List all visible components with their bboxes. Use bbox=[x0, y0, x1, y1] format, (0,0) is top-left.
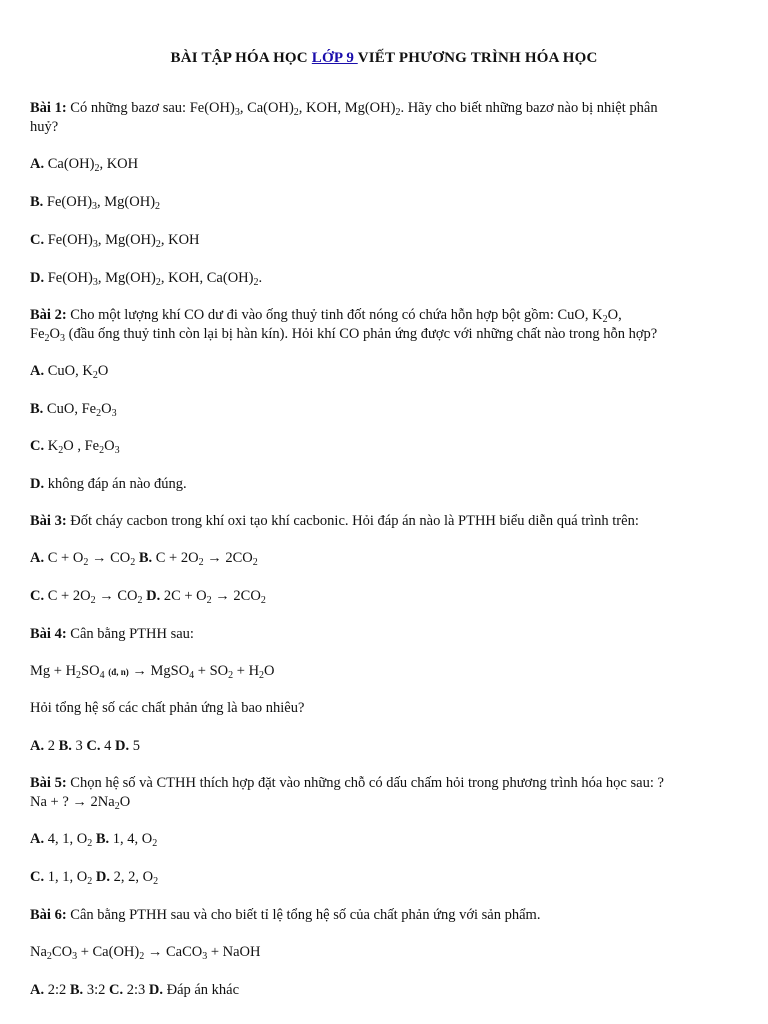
q4-options: A. 2 B. 3 C. 4 D. 5 bbox=[30, 738, 140, 754]
q6-options: A. 2:2 B. 3:2 C. 2:3 D. Đáp án khác bbox=[30, 982, 240, 998]
title-text: BÀI TẬP HÓA HỌC bbox=[170, 50, 312, 66]
question-1-cont: huỷ? bbox=[30, 119, 59, 135]
q1-option-a: A. $Ca(OH)_2$, KOH bbox=[30, 156, 139, 174]
q6-equation: $Na_2CO_3 + Ca(OH)_2$ → CaCO$_3$ + NaOH bbox=[30, 944, 261, 962]
question-5: Bài 5: Chọn hệ số và CTHH thích hợp đặt vào những chỗ có dấu chấm hỏi trong phương trình hóa học sau: ? bbox=[30, 775, 664, 791]
question-4: Bài 4: Cân bằng PTHH sau: bbox=[30, 626, 194, 642]
q1-option-d: D. $Fe(OH)_3$, $Mg(OH)_2$, KOH, $Ca(OH)_2$. bbox=[30, 270, 263, 288]
q5-options-ab: A. 4, 1, $O_2$ B. 1, 4, $O_2$ bbox=[30, 831, 158, 849]
q2-option-a: A. CuO, $K_2O$ bbox=[30, 363, 109, 381]
q1-option-c: C. $Fe(OH)_3$, $Mg(OH)_2$, KOH bbox=[30, 232, 200, 250]
title-link-lop9[interactable]: LỚP 9 bbox=[311, 50, 358, 66]
q4-question: Hỏi tổng hệ số các chất phản ứng là bao nhiêu? bbox=[30, 700, 305, 716]
question-5-cont: Na + ? → $2Na_2O$ bbox=[30, 794, 131, 812]
question-2: Bài 2: Cho một lượng khí CO dư đi vào ống thuỷ tinh đốt nóng có chứa hỗn hợp bột gồm: CuO, $K_2O$, bbox=[30, 307, 622, 325]
question-label: Bài 1: bbox=[30, 100, 67, 116]
question-2-cont: $Fe_2O_3$ (đầu ống thuỷ tinh còn lại bị hàn kín). Hỏi khí CO phản ứng được với những chất nào trong hỗn hợp? bbox=[30, 326, 658, 344]
q1-option-b: B. $Fe(OH)_3$, $Mg(OH)_2$ bbox=[30, 194, 161, 212]
question-6: Bài 6: Cân bằng PTHH sau và cho biết tỉ lệ tổng hệ số của chất phản ứng với sản phẩm. bbox=[30, 907, 541, 923]
question-1: Bài 1: Có những bazơ sau: $Fe(OH)_3$, $Ca(OH)_2$, KOH, $Mg(OH)_2$. Hãy cho biết những bazơ nào bị nhiệt phân bbox=[30, 100, 658, 118]
q2-option-d: D. không đáp án nào đúng. bbox=[30, 476, 187, 492]
title-text-rest: VIẾT PHƯƠNG TRÌNH HÓA HỌC bbox=[357, 50, 598, 66]
question-3: Bài 3: Đốt cháy cacbon trong khí oxi tạo khí cacbonic. Hỏi đáp án nào là PTHH biểu diễn quá trình trên: bbox=[30, 513, 639, 529]
q2-option-c: C. $K_2O$ , $Fe_2O_3$ bbox=[30, 438, 120, 456]
q5-options-cd: C. 1, 1, $O_2$ D. 2, 2, $O_2$ bbox=[30, 869, 159, 887]
document-title bbox=[0, 50, 768, 67]
q3-options-ab: A. $C + O_2 \to CO_2$ B. $C + 2O_2 \to 2CO_2$ bbox=[30, 550, 258, 568]
q2-option-b: B. CuO, $Fe_2O_3$ bbox=[30, 401, 117, 419]
question-text: Có những bazơ sau: Fe(OH) bbox=[66, 100, 235, 116]
q3-options-cd: C. $C + 2O_2 \to CO_2$ D. $2C + O_2 \to 2CO_2$ bbox=[30, 588, 266, 606]
q4-equation: $Mg + H_2SO_4$ (đ, n) → MgSO$_4$ + $SO_2 + H_2O$ bbox=[30, 663, 275, 681]
